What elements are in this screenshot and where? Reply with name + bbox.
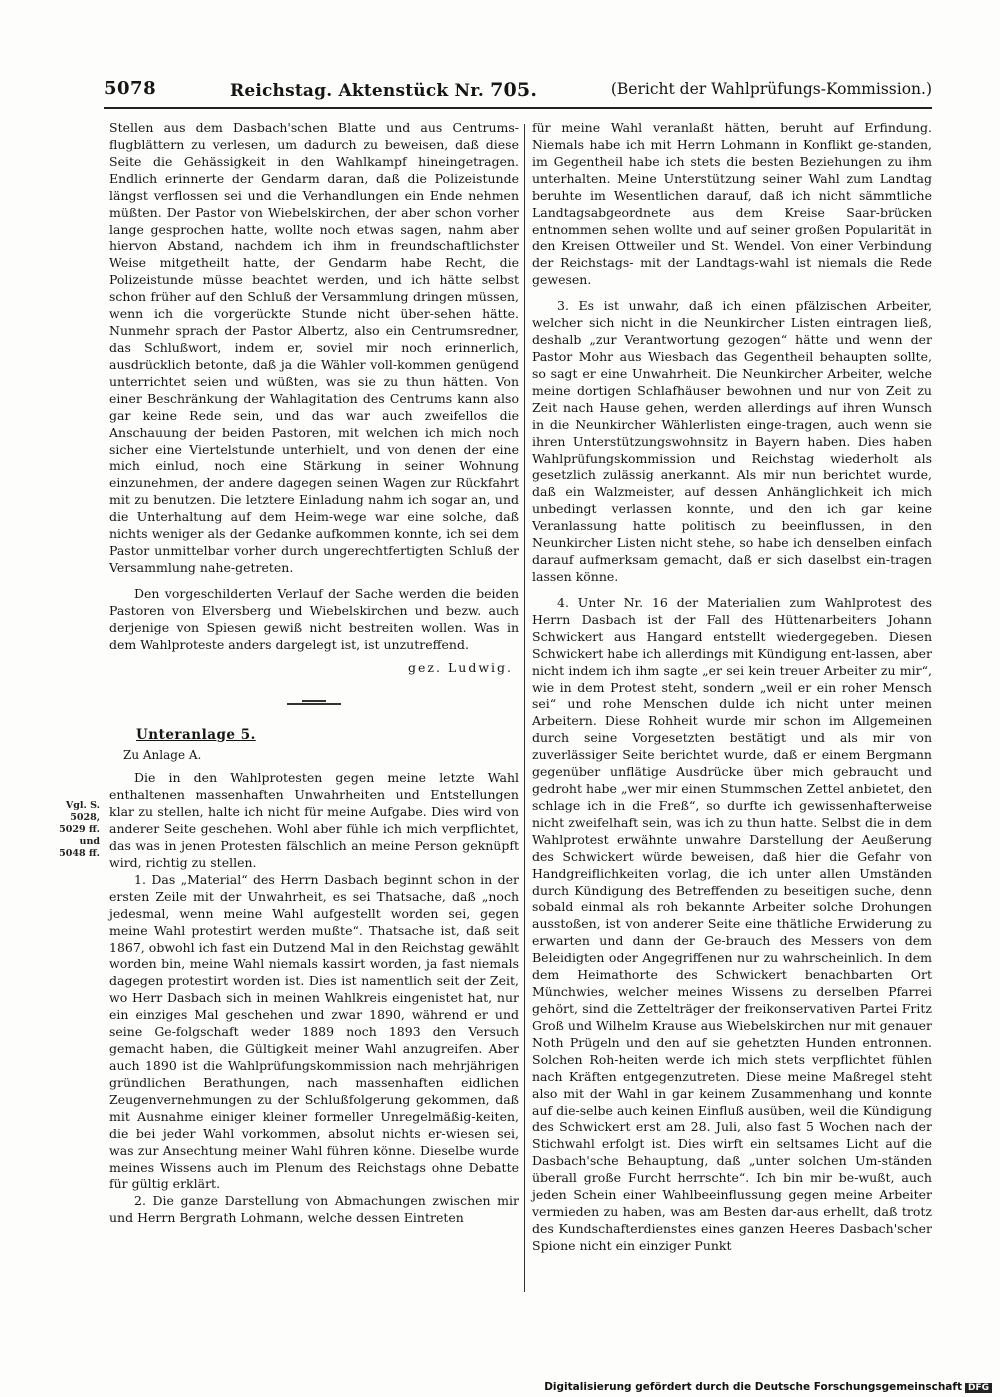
paragraph: Stellen aus dem Dasbach'schen Blatte und aus Centrums-flugblättern zu verlesen, um dadurch zu beweisen, daß diese Seite die Gehässigkeit in den Wahlkampf hineingetragen. Endlich erinnerte der Gendarm daran, daß die Polizeistunde längst verflossen sei und die Verhandlungen ein Ende nehmen müßten. Der Pastor von Wiebelskirchen, der aber schon vorher lange gesprochen hatte, wollte noch etwas sagen, nahm aber hiervon Abstand, nachdem ich ihm in freundschaftlichster Weise mitgetheilt hatte, der Gendarm habe Recht, die Polizeistunde müsse beachtet werden, und ich hätte selbst schon früher auf den Schluß der Versammlung dringen müssen, wenn ich die vorgerückte Stunde nicht über-sehen hätte. Nunmehr sprach der Pastor Albertz, also ein Centrumsredner, das Schlußwort, indem er, soviel mir noch erinnerlich, ausdrücklich betonte, daß ja die Wähler voll-kommen genügend unterrichtet seien und wüßten, was sie zu thun hätten. Von einer Beschränkung der Wahlagitation des Centrums kann also gar keine Rede sein, und das war auch zweifellos die Anschauung der beiden Pastoren, mit welchen ich mich noch sicher eine Viertelstunde unterhielt, und von denen der eine mich einlud, noch eine Stärkung in seiner Wohnung einzunehmen, der andere dagegen seinen Wagen zur Rückfahrt mit zu benutzen. Die letztere Einladung nahm ich sogar an, und die Unterhaltung auf dem Heim-wege war eine solche, daß nichts weniger als der Gedanke aufkommen konnte, ich sei dem Pastor unmittelbar vorher durch ungerechtfertigten Schluß der Versammlung nahe-getreten. — [109, 120, 519, 575]
dfg-logo: DFG — [965, 1383, 992, 1393]
paragraph: Den vorgeschilderten Verlauf der Sache werden die beiden Pastoren von Elversberg und Wiebelskirchen und bezw. auch derjenige von Spiesen gewiß nicht bestreiten wollen. Was in dem Wahlproteste anders dargelegt ist, ist unzutreffend. — [109, 585, 519, 652]
paragraph: 1. Das „Material“ des Herrn Dasbach beginnt schon in der ersten Zeile mit der Unwahrheit, es sei Thatsache, daß „noch jedesmal, wenn meine Wahl aufgestellt worden sei, gegen meine Wahl protestirt werden mußte“. Thatsache ist, daß seit 1867, obwohl ich fast ein Dutzend Mal in den Reichstag gewählt worden bin, meine Wahl niemals kassirt worden, ja fast niemals dagegen protestirt worden ist. Dies ist namentlich seit der Zeit, wo Herr Dasbach sich in meinen Wahlkreis eingenistet hat, nur ein einziges Mal geschehen und zwar 1890, während er und seine Ge-folgschaft weder 1889 noch 1893 den Versuch gemacht haben, die Gültigkeit meiner Wahl anzugreifen. Aber auch 1890 ist die Wahlprüfungskommission nach mehrjährigen gründlichen Berathungen, nach massenhaften eidlichen Zeugenvernehmungen zu der Schlußfolgerung gekommen, daß mit Ausnahme einiger kleiner formeller Unregelmäßig-keiten, die bei jeder Wahl vorkommen, absolut nichts er-wiesen sei, was zur Ansechtung meiner Wahl führen könne. Dieselbe wurde meines Wissens auch im Plenum des Reichstags ohne Debatte für gültig erklärt. — [109, 871, 519, 1192]
margin-reference: Vgl. S. 5028, 5029 ff. und 5048 ff. — [59, 800, 100, 859]
section-subtitle: Zu Anlage A. — [123, 748, 202, 763]
running-subtitle: (Bericht der Wahlprüfungs-Kommission.) — [610, 80, 932, 98]
left-column — [109, 120, 519, 1227]
paragraph: 4. Unter Nr. 16 der Materialien zum Wahlprotest des Herrn Dasbach ist der Fall des Hüttenarbeiters Johann Schwickert aus Hangard entstellt wiedergegeben. Diesen Schwickert habe ich allerdings mit Kündigung ent-lassen, aber nicht indem ich ihm sagte „er sei kein treuer Arbeiter zu mir“, wie in dem Protest steht, sondern „weil er ein roher Mensch sei“ und rohe Menschen dulde ich nicht unter meinen Arbeitern. Diese Rohheit wurde mir schon im Allgemeinen durch seine Vorgesetzten bestätigt und als mir von zuverlässiger Seite berichtet wurde, daß er einem Bergmann gegenüber unflätige Ausdrücke über mich gebraucht und gedroht habe „wer mir einen Stummschen Zettel anbietet, den schlage ich in die Freß“, so durfte ich gewissenhafterweise nicht zweifelhaft sein, was ich zu thun hatte. Selbst die in dem Wahlprotest erwähnte unwahre Darstellung der Aeußerung des Schwickert würde beweisen, daß hier die Gefahr von Handgreiflichkeiten vorlag, die ich unter allen Umständen durch Kündigung des Betreffenden zu beseitigen suche, denn sobald einmal als roh bekannte Arbeiter solche Drohungen ausstoßen, ist von anderer Seite eine thätliche Erwiderung zu erwarten und dann der Ge-brauch des Messers von dem Beleidigten oder Angegriffenen nur zu wahrscheinlich. In dem dem Heimathorte des Schwickert benachbarten Ort Münchwies, welcher meines Wissens zu derselben Pfarrei gehört, sind die Zettelträger der freikonservativen Partei Fritz Groß und Wilhelm Krause aus Wiebelskirchen nur mit genauer Noth Prügeln und den auf sie gehetzten Hunden entronnen. Solchen Roh-heiten werde ich mich stets verpflichtet fühlen nach Kräften entgegenzutreten. Diese meine Maßregel steht also mit der Wahl in gar keinem Zusammenhang und konnte auf die-selbe auch keinen Einfluß ausüben, weil die Kündigung des Schwickert erst am 28. Juli, also fast 5 Wochen nach der Stichwahl erfolgt ist. Dies wirft ein seltsames Licht auf die Dasbach'sche Behauptung, daß „unter solchen Um-ständen überall große Furcht herrschte“. Ich bin mir be-wußt, auch jeden Schein einer Wahlbeeinflussung gegen meine Arbeiter vermieden zu haben, was am Besten dar-aus erhellt, daß trotz des Kundschafterdienstes eines ganzen Heeres Dasbach'scher Spione nicht ein einziger Punkt — [532, 594, 932, 1253]
digitization-credit — [544, 1381, 992, 1393]
paragraph: Die in den Wahlprotesten gegen meine letzte Wahl enthaltenen massenhaften Unwahrheiten und Entstellungen klar zu stellen, halte ich nicht für meine Aufgabe. Dies wird von anderer Seite geschehen. Wohl aber fühle ich mich verpflichtet, das was in jenen Protesten fälschlich an meine Person geknüpft wird, richtig zu stellen. — [109, 770, 519, 870]
header-rule — [104, 107, 932, 109]
running-title-prefix: Reichstag. Aktenstück Nr. — [230, 81, 484, 101]
signature: gez. Ludwig. — [408, 659, 513, 675]
running-title — [230, 79, 537, 101]
right-column — [532, 120, 932, 1255]
running-header — [104, 78, 932, 104]
credit-text: Digitalisierung gefördert durch die Deutsche Forschungsgemeinschaft — [544, 1381, 962, 1393]
section-divider — [287, 703, 341, 705]
section-title: Unteranlage 5. — [136, 726, 256, 743]
paragraph: 3. Es ist unwahr, daß ich einen pfälzischen Arbeiter, welcher sich nicht in die Neunkircher Listen eintragen ließ, deshalb „zur Verantwortung gezogen“ hätte und wenn der Pastor Mohr aus Wiesbach das Gegentheil behaupten sollte, so sagt er eine Unwahrheit. Die Neunkircher Arbeiter, welche meine dortigen Schlafhäuser bewohnen und nur von Zeit zu Zeit nach Hause gehen, werden allerdings auf ihren Wunsch in die Neunkircher Wählerlisten einge-tragen, auch wenn sie ihren Unterstützungswohnsitz in Bayern haben. Dies haben Wahlprüfungskommission und Reichstag wiederholt als gesetzlich zulässig anerkannt. Als mir nun berichtet wurde, daß ein Walzmeister, auf dessen Anhänglichkeit ich mich unbedingt verlassen konnte, und den ich gar keine Veranlassung hatte politisch zu beeinflussen, in den Neunkircher Listen nicht stehe, so habe ich denselben einfach darauf aufmerksam gemacht, daß er sich daselbst ein-tragen lassen könne. — [532, 298, 932, 584]
paragraph: 2. Die ganze Darstellung von Abmachungen zwischen mir und Herrn Bergrath Lohmann, welche dessen Eintreten — [109, 1193, 519, 1226]
paragraph: für meine Wahl veranlaßt hätten, beruht auf Erfindung. Niemals habe ich mit Herrn Lohmann in Konflikt ge-standen, im Gegentheil habe ich stets die besten Beziehungen zu ihm unterhalten. Meine Unterstützung seiner Wahl zum Landtag beruhte im Wesentlichen darauf, daß ich nicht sämmtliche Landtagsabgeordnete aus dem Kreise Saar-brücken entnommen sehen wollte und auf seiner großen Popularität in den Kreisen Ottweiler und St. Wendel. Von einer Verbindung der Reichstags- mit der Landtags-wahl ist niemals die Rede gewesen. — [532, 120, 932, 288]
column-divider — [524, 124, 525, 1292]
page-number: 5078 — [104, 78, 157, 99]
document-number: 705. — [490, 79, 538, 101]
